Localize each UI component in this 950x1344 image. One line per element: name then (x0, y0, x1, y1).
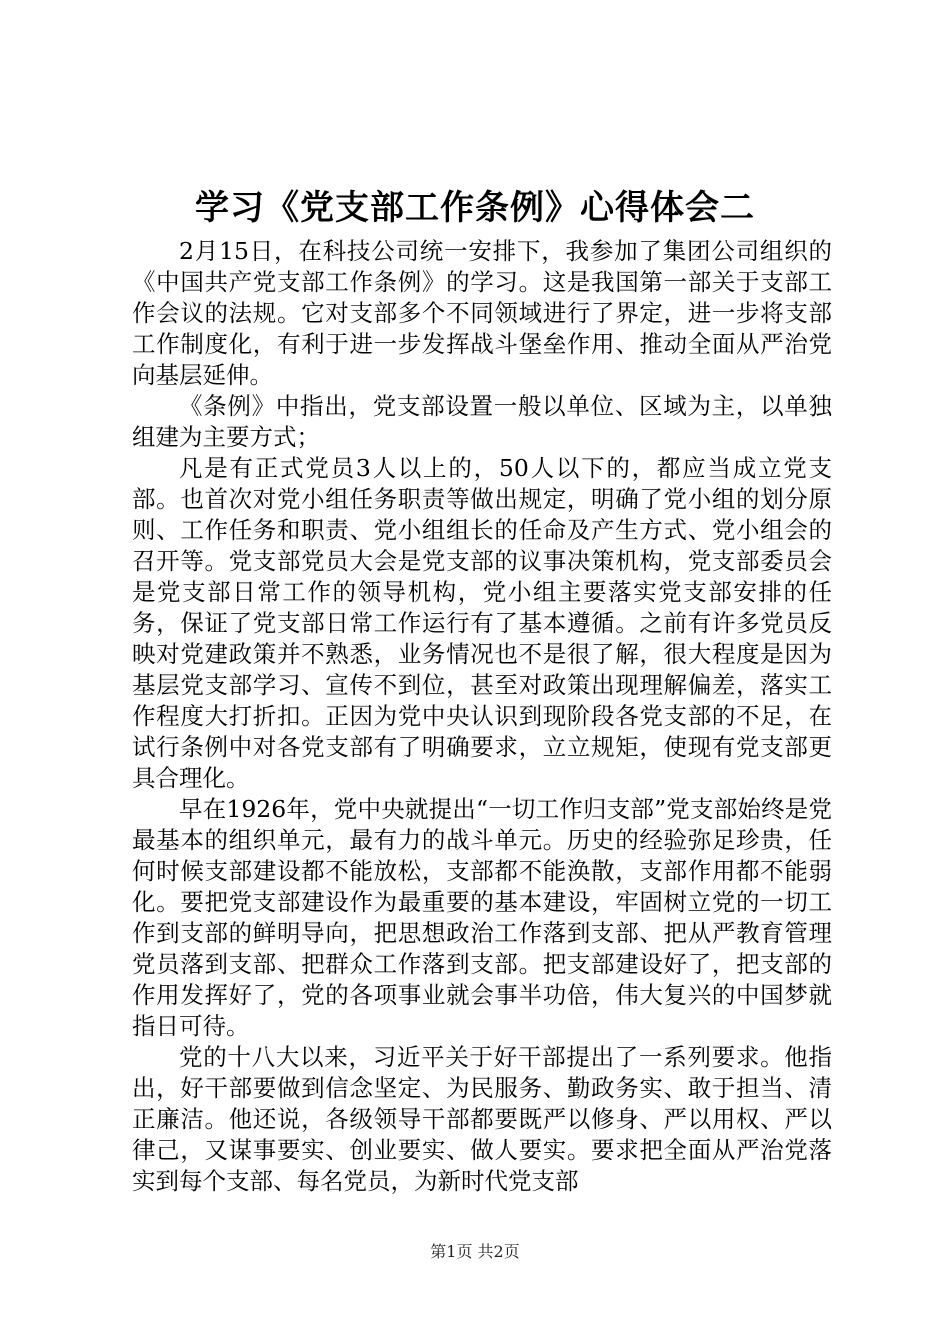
paragraph: 2月15日，在科技公司统一安排下，我参加了集团公司组织的《中国共产党支部工作条例》的学习。这是我国第一部关于支部工作会议的法规。它对支部多个不同领域进行了界定，进一步将支部工作制度化，有利于进一步发挥战斗堡垒作用、推动全面从严治党向基层延伸。 (132, 237, 832, 389)
paragraph: 凡是有正式党员3人以上的，50人以下的，都应当成立党支部。也首次对党小组任务职责等做出规定，明确了党小组的划分原则、工作任务和职责、党小组组长的任命及产生方式、党小组会的召开等。党支部党员大会是党支部的议事决策机构，党支部委员会是党支部日常工作的领导机构，党小组主要落实党支部安排的任务，保证了党支部日常工作运行有了基本遵循。之前有许多党员反映对党建政策并不熟悉，业务情况也不是很了解，很大程度是因为基层党支部学习、宣传不到位，甚至对政策出现理解偏差，落实工作程度大打折扣。正因为党中央认识到现阶段各党支部的不足，在试行条例中对各党支部有了明确要求，立立规矩，使现有党支部更具合理化。 (132, 454, 832, 792)
paragraph: 党的十八大以来，习近平关于好干部提出了一系列要求。他指出，好干部要做到信念坚定、为民服务、勤政务实、敢于担当、清正廉洁。他还说，各级领导干部都要既严以修身、严以用权、严以律己，又谋事要实、创业要实、做人要实。要求把全面从严治党落实到每个支部、每名党员，为新时代党支部 (132, 1043, 832, 1195)
page-number-footer: 第1页 共2页 (430, 1242, 520, 1261)
paragraph: 《条例》中指出，党支部设置一般以单位、区域为主，以单独组建为主要方式； (132, 392, 832, 451)
paragraph: 早在1926年，党中央就提出“一切工作归支部”党支部始终是党最基本的组织单元，最有力的战斗单元。历史的经验弥足珍贵，任何时候支部建设都不能放松，支部都不能涣散，支部作用都不能弱化。要把党支部建设作为最重要的基本建设，牢固树立党的一切工作到支部的鲜明导向，把思想政治工作落到支部、把从严教育管理党员落到支部、把群众工作落到支部。把支部建设好了，把支部的作用发挥好了，党的各项事业就会事半功倍，伟大复兴的中国梦就指日可待。 (132, 795, 832, 1040)
document-body (132, 236, 832, 1197)
document-title: 学习《党支部工作条例》心得体会二 (195, 188, 755, 228)
